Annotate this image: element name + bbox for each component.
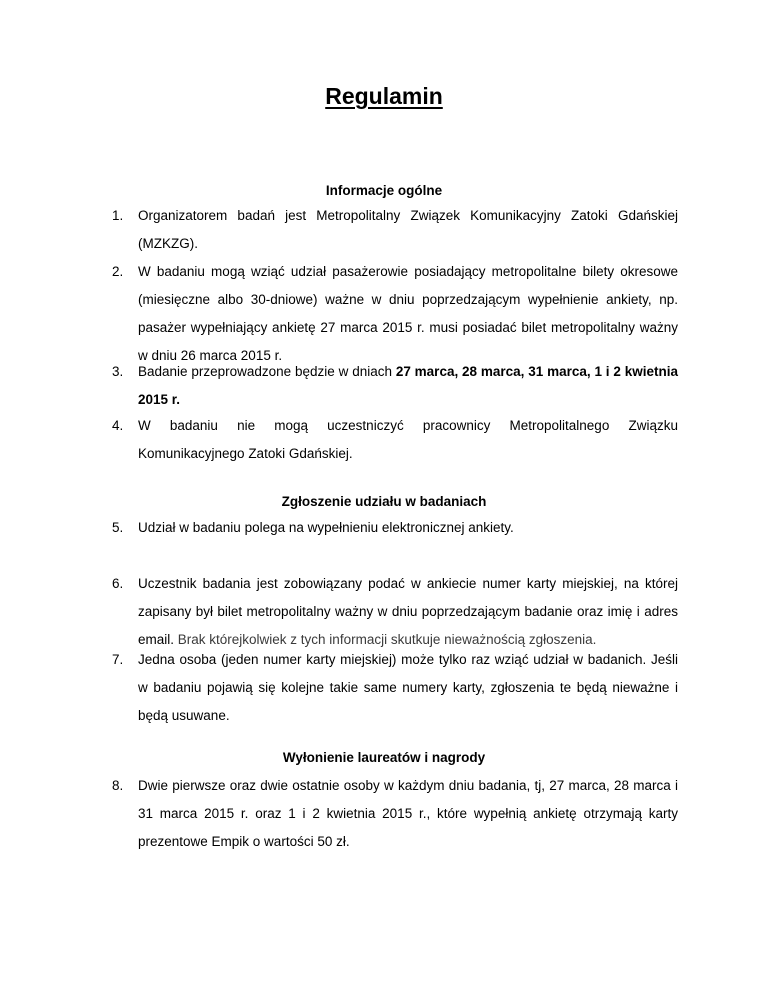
list-item-text-line1: W badaniu nie mogą uczestniczyć pracownicy Metropolitalnego Związku	[138, 418, 678, 433]
list-item-number: 1.	[112, 208, 124, 223]
list-item-number: 4.	[112, 418, 124, 433]
list-item-text: Dwie pierwsze oraz dwie ostatnie osoby w każdym dniu badania, tj, 27 marca, 28 marca i 31 marca 2015 r. oraz 1 i 2 kwietnia 2015 r., które wypełnią ankietę otrzymają karty prezentowe Empik o wartości 50 zł.	[138, 778, 678, 849]
list-item-text-gray: Brak którejkolwiek z tych informacji skutkuje nieważnością zgłoszenia.	[174, 632, 597, 647]
list-item-number: 7.	[112, 652, 124, 667]
list-item-6	[112, 570, 678, 654]
section-heading-registration: Zgłoszenie udziału w badaniach	[281, 494, 487, 509]
list-item-5	[112, 514, 678, 542]
list-item-number: 5.	[112, 520, 124, 535]
survey-dates-bold: 27 marca, 28 marca, 31 marca, 1 i 2 kwietnia 2015 r.	[138, 364, 678, 407]
list-item-text	[138, 358, 678, 414]
list-item-number: 2.	[112, 264, 124, 279]
list-item-4	[112, 412, 678, 468]
list-item-text: Organizatorem badań jest Metropolitalny Związek Komunikacyjny Zatoki Gdańskiej (MZKZG).	[138, 208, 678, 251]
list-item-number: 6.	[112, 576, 124, 591]
list-item-8	[112, 772, 678, 856]
list-item-number: 3.	[112, 364, 124, 379]
list-item-text: W badaniu mogą wziąć udział pasażerowie posiadający metropolitalne bilety okresowe (miesięczne albo 30-dniowe) ważne w dniu poprzedzającym wypełnienie ankiety, np. pasażer wypełniający ankietę 27 marca 2015 r. musi posiadać bilet metropolitalny ważny w dniu 26 marca 2015 r.	[138, 264, 678, 363]
section-heading-winners-prizes: Wyłonienie laureatów i nagrody	[282, 750, 486, 765]
list-item-3	[112, 358, 678, 414]
document-title: Regulamin	[325, 83, 443, 109]
list-item-2	[112, 258, 678, 370]
list-item-text: Udział w badaniu polega na wypełnieniu elektronicznej ankiety.	[138, 520, 514, 535]
list-item-text-regular: Badanie przeprowadzone będzie w dniach	[138, 364, 396, 379]
list-item-number: 8.	[112, 778, 124, 793]
section-heading-general-info: Informacje ogólne	[325, 183, 443, 198]
list-item-text-line2: Komunikacyjnego Zatoki Gdańskiej.	[138, 446, 353, 461]
list-item-text: Jedna osoba (jeden numer karty miejskiej) może tylko raz wziąć udział w badanich. Jeśli w badaniu pojawią się kolejne takie same numery karty, zgłoszenia te będą nieważne i będą usuwane.	[138, 652, 678, 723]
list-item-text	[138, 570, 678, 654]
list-item-text-regular: Uczestnik badania jest zobowiązany podać w ankiecie numer karty miejskiej, na której zapisany był bilet metropolitalny ważny w dniu poprzedzającym badanie oraz imię i adres email.	[138, 576, 678, 647]
list-item-7	[112, 646, 678, 730]
list-item-1	[112, 202, 678, 258]
